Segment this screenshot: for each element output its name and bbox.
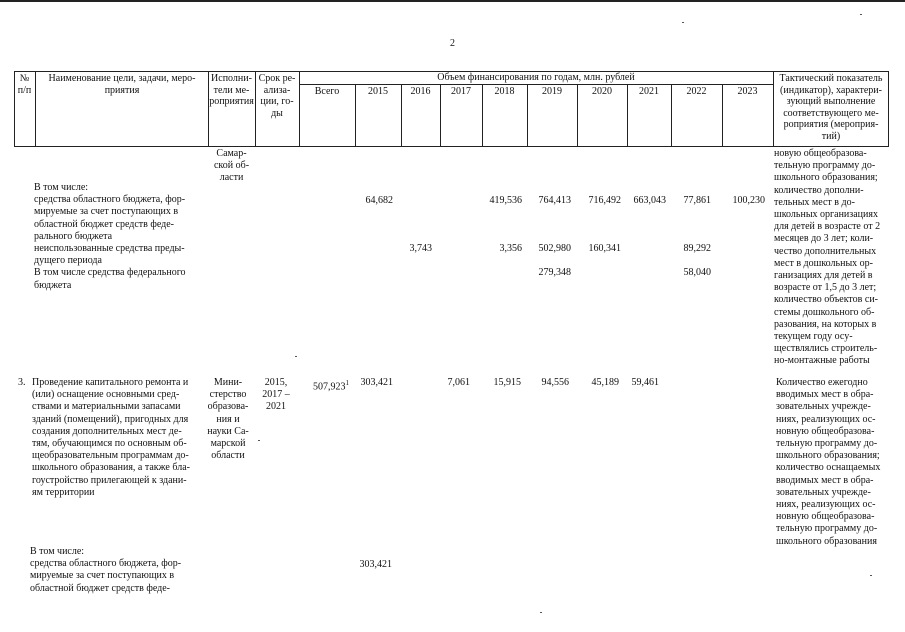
- block2-executor: Мини- стерство образова- ния и науки Са- марской области: [207, 377, 249, 462]
- scan-top-edge: [0, 0, 905, 2]
- block1-indicator: новую общеобразова- тельную программу до- школьного образования; количество дополни- тельных мест в до- школьных организациях для детей в возрасте от 2 месяцев до 3 лет; коли- чество дополнительных мест в дошкольных ор- ганизациях для детей в возрасте от 1,5 до 3 лет; количество объектов си- стемы дошкольного об- разования, на которых в текущем году осу- ществлялись строитель- но-монтажные работы: [774, 148, 881, 367]
- cell-2015: 303,421: [360, 377, 393, 388]
- cell-2022: 58,040: [683, 267, 711, 278]
- header-indicator: Тактический показатель (индикатор), характери- зующий выполнение соответствующего ме- роприятия (мероприя- тий): [779, 73, 883, 142]
- header-col-2019: 2019: [542, 86, 562, 97]
- cell-2017: 7,061: [447, 377, 470, 388]
- cell-2020: 45,189: [591, 377, 619, 388]
- cell-2015: 303,421: [359, 559, 392, 570]
- cell-2016: 3,743: [409, 243, 432, 254]
- header-term: Срок ре- ализа- ции, го- ды: [258, 73, 296, 119]
- header-col-2021: 2021: [639, 86, 659, 97]
- header-col-2022: 2022: [686, 86, 707, 97]
- cell-2021: 59,461: [631, 377, 659, 388]
- block1-executor: Самар- ской об- ласти: [213, 148, 250, 183]
- cell-2022: 77,861: [683, 195, 711, 206]
- header-col-2023: 2023: [737, 86, 758, 97]
- header-col-2020: 2020: [592, 86, 612, 97]
- block1-name: В том числе: средства областного бюджета, фор- мируемые за счет поступающих в областной бюджет средств феде- рального бюджета неиспользованные средства преды- дущего периода В том числе средства федерального бюджета: [34, 182, 186, 291]
- block2-name: Проведение капитального ремонта и (или) оснащение основными сред- ствами и материальными запасами зданий (помещений), пригодных для создания дополнительных мест де- тям, обучающимся по основным об- щеобразовательным программам до- школьного образования, а также бла- гоустройство прилегающей к здани- ям территории: [32, 377, 190, 498]
- cell-2022: 89,292: [683, 243, 711, 254]
- cell-2018: 15,915: [493, 377, 521, 388]
- cell-2019: 279,348: [538, 267, 571, 278]
- header-col-2018: 2018: [494, 86, 515, 97]
- block3-name: В том числе: средства областного бюджета, фор- мируемые за счет поступающих в областной бюджет средств феде-: [30, 546, 182, 594]
- cell-2018: 419,536: [489, 195, 522, 206]
- cell-2015: 64,682: [365, 195, 393, 206]
- header-name: Наименование цели, задачи, меро- приятия: [48, 73, 196, 96]
- block2-total: 507,923$^1$: [313, 379, 349, 393]
- block2-indicator: Количество ежегодно вводимых мест в обра- зовательных учрежде- ниях, реализующих ос- новную общеобразова- тельную программу до- школьного образования; количество оснащаемых вводимых мест в обра- зовательных учрежде- ниях, реализующих ос- новную общеобразова- тельную программу до- школьного образования: [776, 377, 881, 547]
- header-col-total: Всего: [314, 86, 340, 97]
- block2-term: 2015, 2017 – 2021: [262, 377, 290, 413]
- header-executor: Исполни- тели ме- роприятия: [209, 73, 254, 107]
- cell-2021: 663,043: [633, 195, 666, 206]
- header-num: № п/п: [17, 73, 32, 96]
- cell-2019: 94,556: [541, 377, 569, 388]
- cell-2023: 100,230: [732, 195, 765, 206]
- header-col-2015: 2015: [368, 86, 388, 97]
- cell-2018: 3,356: [499, 243, 522, 254]
- header-col-2016: 2016: [410, 86, 431, 97]
- header-col-2017: 2017: [451, 86, 471, 97]
- page-number: 2: [450, 38, 455, 49]
- cell-2019: 502,980: [538, 243, 571, 254]
- block2-number: 3.: [18, 377, 26, 388]
- cell-2019: 764,413: [538, 195, 571, 206]
- cell-2020: 160,341: [588, 243, 621, 254]
- header-financing-title: Объем финансирования по годам, млн. рублей: [437, 72, 635, 83]
- cell-2020: 716,492: [588, 195, 621, 206]
